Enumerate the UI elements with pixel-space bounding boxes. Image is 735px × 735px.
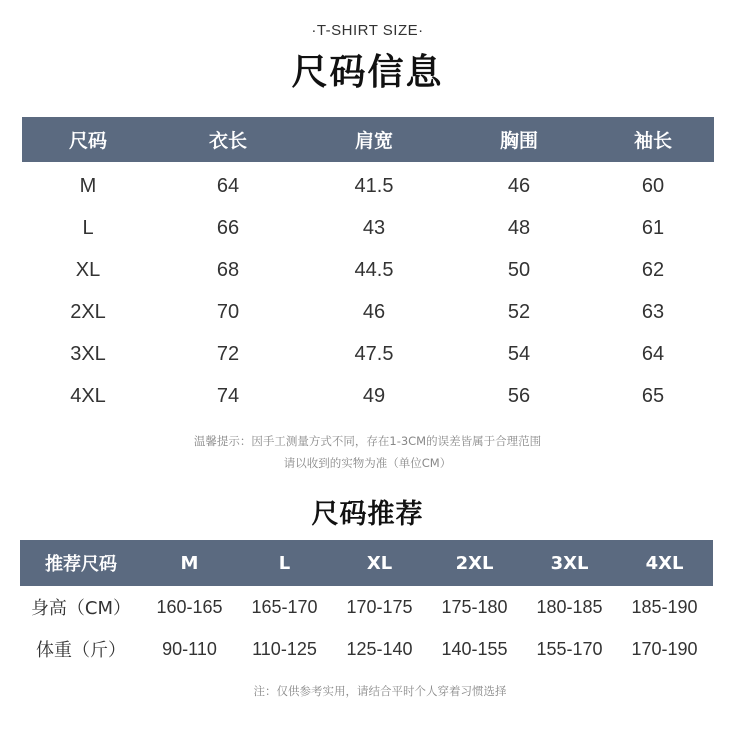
recommend-table [20,540,713,670]
cell-chest: 50 [507,258,531,281]
cell-size: XL [75,258,101,281]
size-info-title: 尺码信息 [291,52,444,93]
size-info-table [22,117,714,417]
eyebrow-label: ·T-SHIRT SIZE· [311,22,424,39]
cell-range: 125-140 [346,638,413,659]
cell-size: 2XL [70,300,106,323]
cell-length: 68 [216,258,240,281]
cell-shoulder: 49 [362,384,386,407]
header-size: 尺码 [68,130,107,152]
cell-sleeve: 60 [641,174,665,197]
cell-range: 185-190 [631,596,698,617]
recommend-note: 注：仅供参考实用，请结合平时个人穿着习惯选择 [253,684,507,698]
cell-length: 72 [216,342,240,365]
header-recommend-size: 推荐尺码 [45,554,117,575]
cell-range: 165-170 [251,596,318,617]
recommend-header-row [20,540,713,586]
cell-size: 3XL [70,342,106,365]
cell-sleeve: 65 [641,384,665,407]
header-2xl: 2XL [455,552,494,574]
cell-chest: 56 [507,384,531,407]
cell-sleeve: 64 [641,342,665,365]
cell-shoulder: 44.5 [354,258,394,281]
header-l: L [278,552,291,574]
cell-length: 70 [216,300,240,323]
cell-chest: 46 [507,174,531,197]
cell-range: 155-170 [536,638,603,659]
table-row [22,249,714,291]
header-sleeve: 袖长 [633,130,672,152]
cell-size: L [82,216,94,239]
header-3xl: 3XL [550,552,589,574]
cell-range: 170-175 [346,596,413,617]
recommend-title: 尺码推荐 [311,499,424,530]
row-label-weight: 体重（斤） [36,640,126,661]
table-row [22,291,714,333]
cell-chest: 54 [507,342,531,365]
table-row [22,165,714,207]
measurement-note-line2: 请以收到的实物为准（单位CM） [283,456,452,470]
header-chest: 胸围 [499,130,538,152]
cell-range: 90-110 [162,638,217,659]
measurement-note [0,430,735,474]
header-4xl: 4XL [645,552,684,574]
cell-length: 66 [216,216,240,239]
cell-sleeve: 62 [641,258,665,281]
measurement-note-line1: 温馨提示：因手工测量方式不同，存在1-3CM的误差皆属于合理范围 [193,434,542,448]
cell-range: 170-190 [631,638,698,659]
table-row [20,628,713,670]
table-row [22,333,714,375]
cell-range: 180-185 [536,596,603,617]
cell-size: 4XL [70,384,106,407]
table-row [20,586,713,628]
size-info-header-row [22,117,714,162]
cell-range: 110-125 [252,638,317,659]
table-row [22,375,714,417]
cell-length: 74 [216,384,240,407]
cell-range: 140-155 [441,638,508,659]
cell-length: 64 [216,174,240,197]
header-m: M [180,552,199,574]
cell-shoulder: 47.5 [354,342,394,365]
header-shoulder: 肩宽 [354,130,393,152]
cell-sleeve: 63 [641,300,665,323]
cell-chest: 48 [507,216,531,239]
cell-sleeve: 61 [641,216,665,239]
table-row [22,207,714,249]
cell-chest: 52 [507,300,531,323]
cell-range: 160-165 [156,596,223,617]
header-length: 衣长 [208,130,247,152]
header-xl: XL [366,552,393,574]
cell-shoulder: 43 [362,216,386,239]
cell-shoulder: 46 [362,300,386,323]
cell-size: M [79,174,97,197]
cell-shoulder: 41.5 [354,174,394,197]
cell-range: 175-180 [441,596,508,617]
row-label-height: 身高（CM） [30,598,132,619]
